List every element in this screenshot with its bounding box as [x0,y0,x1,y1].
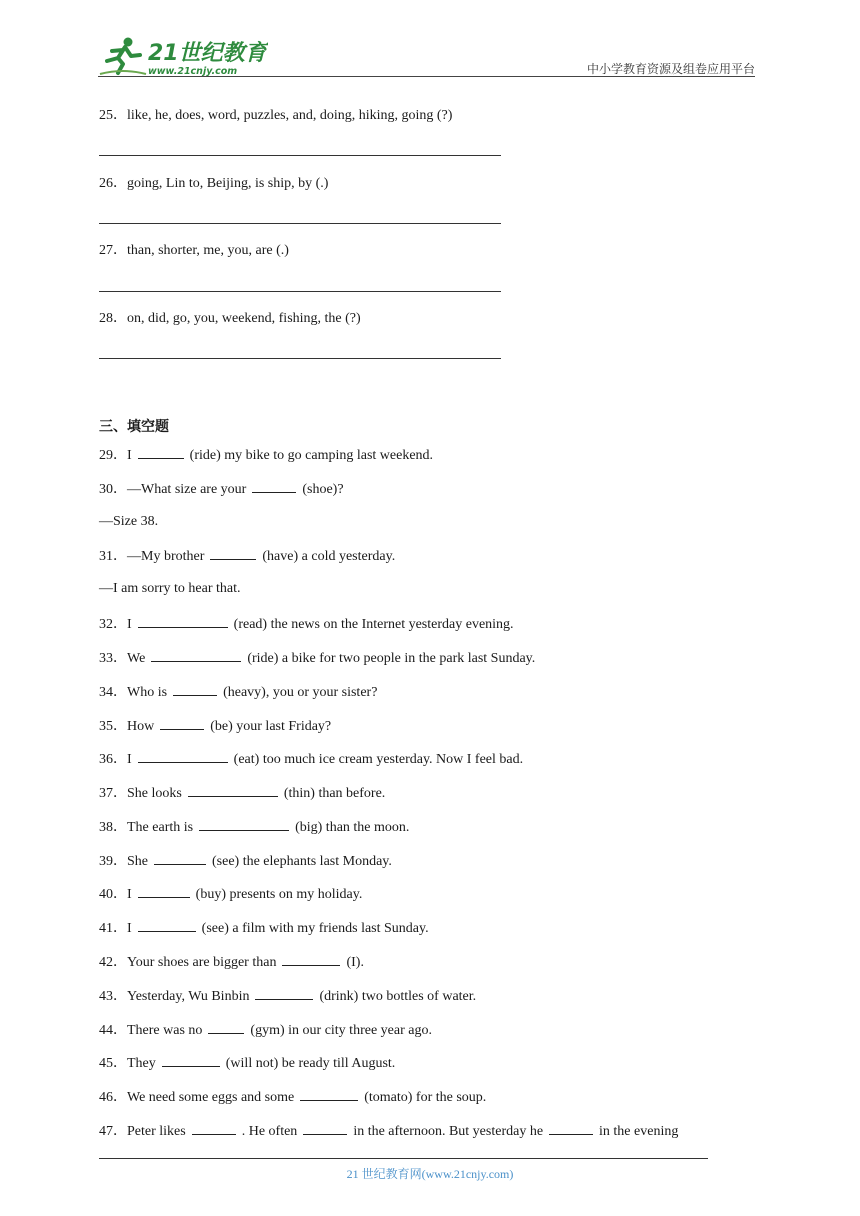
blank[interactable] [188,783,278,797]
question-34: 34．Who is (heavy), you or your sister? [99,682,377,702]
question-27: 27．than, shorter, me, you, are (.) [99,243,289,258]
answer-line-27[interactable] [99,291,501,292]
answer-line-25[interactable] [99,155,501,156]
blank[interactable] [208,1020,244,1034]
svg-text:21世纪教育: 21世纪教育 [148,41,267,66]
question-38: 38．The earth is (big) than the moon. [99,817,409,837]
question-30: 30．—What size are your (shoe)? [99,479,344,499]
question-43: 43．Yesterday, Wu Binbin (drink) two bottles of water. [99,986,476,1006]
blank[interactable] [252,479,296,493]
blank[interactable] [199,817,289,831]
question-29: 29．I (ride) my bike to go camping last weekend. [99,445,433,465]
blank[interactable] [162,1053,220,1067]
answer-line-31b: —I am sorry to hear that. [99,581,241,596]
blank[interactable] [255,986,313,1000]
question-39: 39．She (see) the elephants last Monday. [99,851,392,871]
blank[interactable] [138,614,228,628]
blank[interactable] [300,1087,358,1101]
question-28: 28．on, did, go, you, weekend, fishing, the (?) [99,311,361,326]
answer-line-26[interactable] [99,223,501,224]
svg-text:www.21cnjy.com: www.21cnjy.com [148,66,238,76]
page-footer: 21 世纪教育网(www.21cnjy.com) [346,1167,514,1181]
question-36: 36．I (eat) too much ice cream yesterday. Now I feel bad. [99,749,523,769]
blank[interactable] [549,1121,593,1135]
question-26: 26．going, Lin to, Beijing, is ship, by (.) [99,176,329,191]
blank[interactable] [138,884,190,898]
question-44: 44．There was no (gym) in our city three year ago. [99,1020,432,1040]
blank[interactable] [192,1121,236,1135]
question-42: 42．Your shoes are bigger than (I). [99,952,364,972]
header-rule [98,76,755,77]
question-25: 25．like, he, does, word, puzzles, and, doing, hiking, going (?) [99,108,453,123]
blank[interactable] [282,952,340,966]
blank[interactable] [154,851,206,865]
footer-rule [99,1158,708,1159]
blank[interactable] [138,445,184,459]
page-header [98,34,755,78]
question-33: 33．We (ride) a bike for two people in the park last Sunday. [99,648,535,668]
blank[interactable] [151,648,241,662]
blank[interactable] [173,682,217,696]
blank[interactable] [138,918,196,932]
runner-icon [100,38,146,75]
blank[interactable] [210,546,256,560]
question-37: 37．She looks (thin) than before. [99,783,385,803]
answer-line-30b: —Size 38. [99,514,159,529]
blank[interactable] [138,749,228,763]
question-46: 46．We need some eggs and some (tomato) for the soup. [99,1087,486,1107]
blank[interactable] [303,1121,347,1135]
question-41: 41．I (see) a film with my friends last Sunday. [99,918,429,938]
question-45: 45．They (will not) be ready till August. [99,1053,395,1073]
brand-logo [98,34,268,76]
question-31: 31．—My brother (have) a cold yesterday. [99,546,395,566]
question-35: 35．How (be) your last Friday? [99,716,331,736]
platform-name: 中小学教育资源及组卷应用平台 [586,62,755,76]
question-32: 32．I (read) the news on the Internet yesterday evening. [99,614,514,634]
answer-line-28[interactable] [99,358,501,359]
blank[interactable] [160,716,204,730]
question-40: 40．I (buy) presents on my holiday. [99,884,362,904]
section-heading: 三、填空题 [99,419,169,435]
question-47: 47．Peter likes . He often in the afternoon. But yesterday he in the evening [99,1121,678,1141]
